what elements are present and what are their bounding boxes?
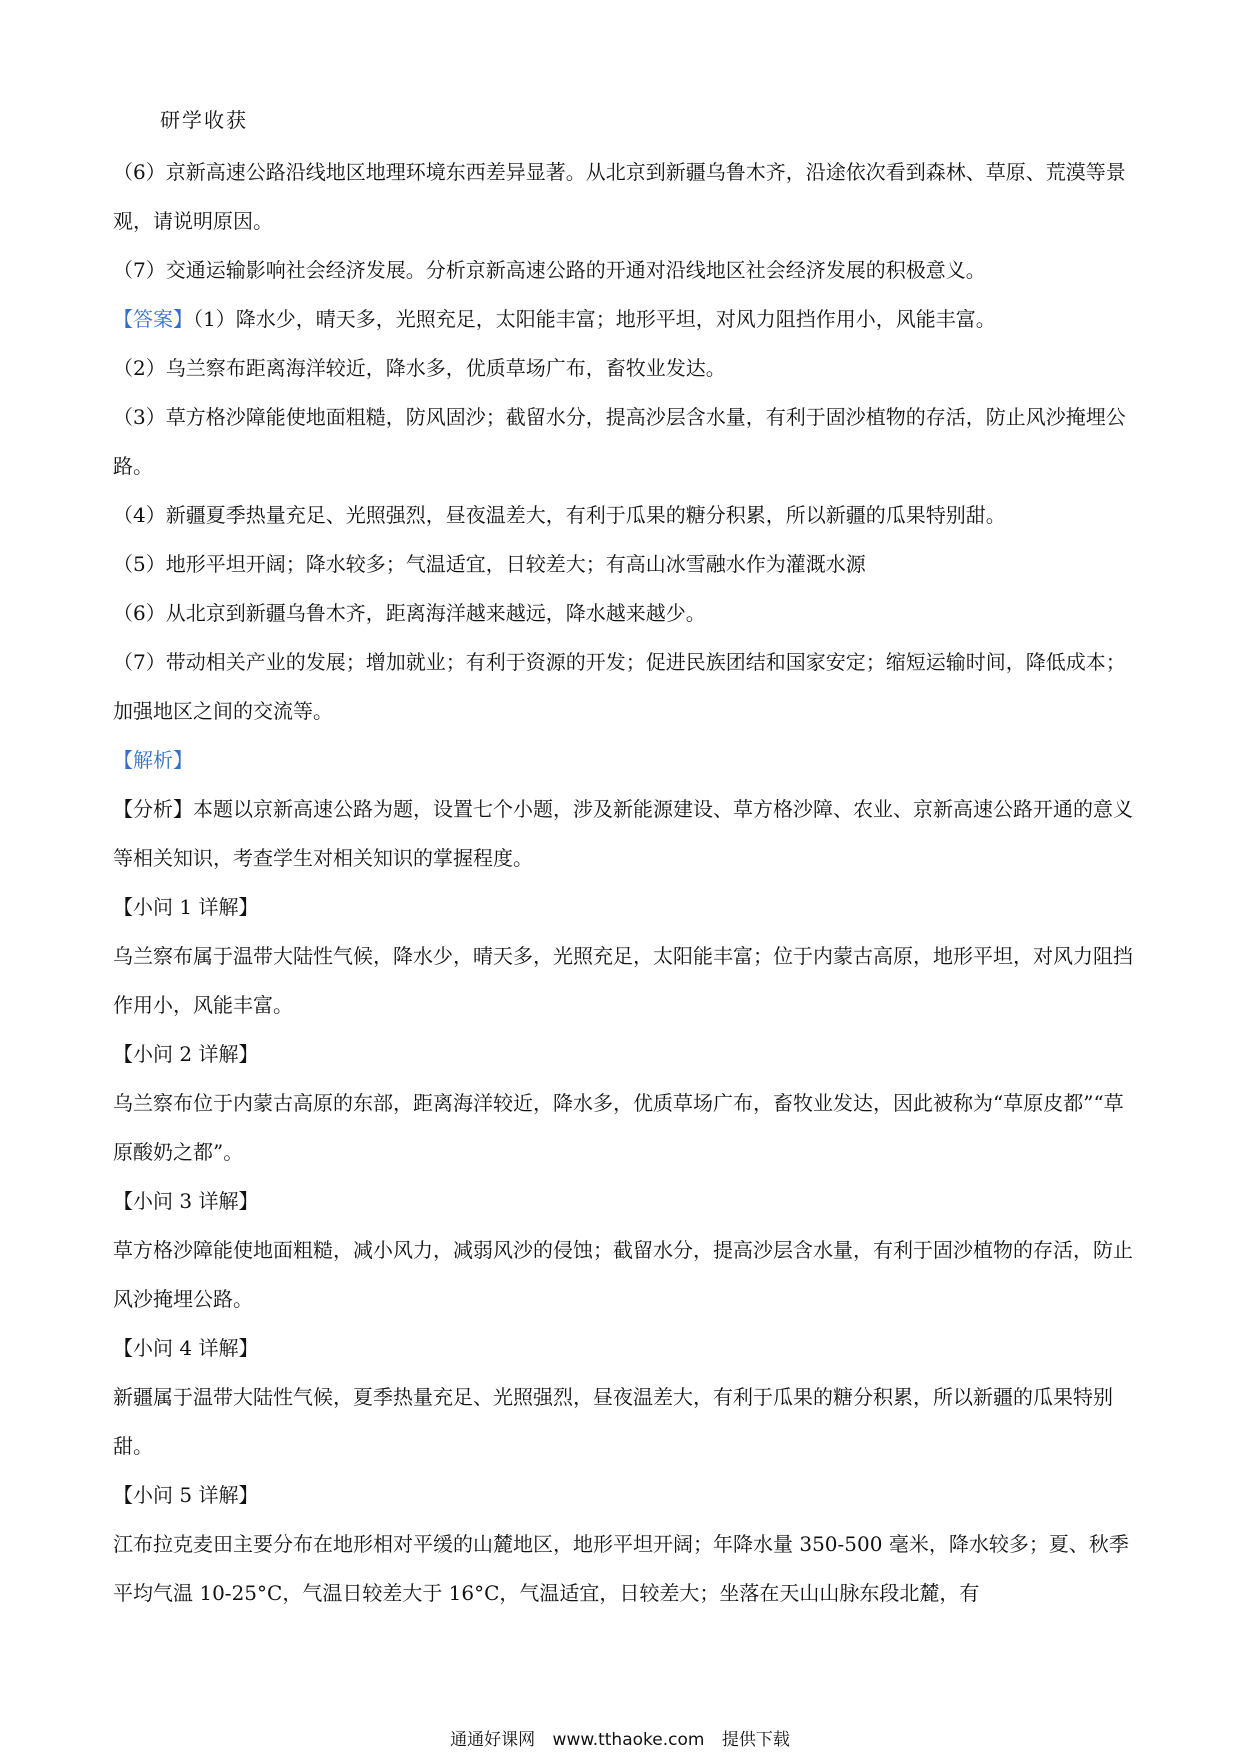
question-6: （6）京新高速公路沿线地区地理环境东西差异显著。从北京到新疆乌鲁木齐，沿途依次看到森林、草原、荒漠等景观，请说明原因。 <box>113 160 1126 233</box>
page-footer <box>0 1725 1240 1750</box>
answer-3: （3）草方格沙障能使地面粗糙，防风固沙；截留水分，提高沙层含水量，有利于固沙植物的存活，防止风沙掩埋公路。 <box>113 405 1126 478</box>
answer-tag: 【答案】 <box>113 307 193 331</box>
detail-3-title: 【小问 3 详解】 <box>113 1189 259 1213</box>
answer-2: （2）乌兰察布距离海洋较近，降水多，优质草场广布，畜牧业发达。 <box>113 356 726 380</box>
footer-note: 提供下载 <box>721 1730 790 1750</box>
answer-6: （6）从北京到新疆乌鲁木齐，距离海洋越来越远，降水越来越少。 <box>113 601 706 625</box>
analysis-summary: 【分析】本题以京新高速公路为题，设置七个小题，涉及新能源建设、草方格沙障、农业、京新高速公路开通的意义等相关知识，考查学生对相关知识的掌握程度。 <box>113 797 1133 870</box>
question-7: （7）交通运输影响社会经济发展。分析京新高速公路的开通对沿线地区社会经济发展的积极意义。 <box>113 258 986 282</box>
detail-1-title: 【小问 1 详解】 <box>113 895 259 919</box>
detail-3-text: 草方格沙障能使地面粗糙，减小风力，减弱风沙的侵蚀；截留水分，提高沙层含水量，有利于固沙植物的存活，防止风沙掩埋公路。 <box>113 1238 1133 1311</box>
detail-2-title: 【小问 2 详解】 <box>113 1042 259 1066</box>
document-body <box>113 148 1133 1618</box>
answer-7: （7）带动相关产业的发展；增加就业；有利于资源的开发；促进民族团结和国家安定；缩短运输时间，降低成本；加强地区之间的交流等。 <box>113 650 1126 723</box>
detail-5-text: 江布拉克麦田主要分布在地形相对平缓的山麓地区，地形平坦开阔；年降水量 350-500 毫米，降水较多；夏、秋季平均气温 10-25°C，气温日较差大于 16°C，气温适宜，日较差大；坐落在天山山脉东段北麓，有 <box>113 1532 1129 1605</box>
answer-4: （4）新疆夏季热量充足、光照强烈，昼夜温差大，有利于瓜果的糖分积累，所以新疆的瓜果特别甜。 <box>113 503 1006 527</box>
footer-url[interactable]: www.tthaoke.com <box>552 1730 705 1750</box>
detail-5-title: 【小问 5 详解】 <box>113 1483 259 1507</box>
answer-5: （5）地形平坦开阔；降水较多；气温适宜，日较差大；有高山冰雪融水作为灌溉水源 <box>113 552 866 576</box>
detail-2-text: 乌兰察布位于内蒙古高原的东部，距离海洋较近，降水多，优质草场广布，畜牧业发达，因此被称为“草原皮都”“草原酸奶之都”。 <box>113 1091 1124 1164</box>
footer-site-name: 通通好课网 <box>450 1730 536 1750</box>
detail-4-title: 【小问 4 详解】 <box>113 1336 259 1360</box>
detail-1-text: 乌兰察布属于温带大陆性气候，降水少，晴天多，光照充足，太阳能丰富；位于内蒙古高原，地形平坦，对风力阻挡作用小，风能丰富。 <box>113 944 1133 1017</box>
answer-1: （1）降水少，晴天多，光照充足，太阳能丰富；地形平坦，对风力阻挡作用小，风能丰富。 <box>193 307 996 331</box>
analysis-tag: 【解析】 <box>113 748 193 772</box>
detail-4-text: 新疆属于温带大陆性气候，夏季热量充足、光照强烈，昼夜温差大，有利于瓜果的糖分积累，所以新疆的瓜果特别甜。 <box>113 1385 1113 1458</box>
section-heading: 研学收获 <box>160 108 248 132</box>
answer-1-paragraph <box>113 295 1133 344</box>
